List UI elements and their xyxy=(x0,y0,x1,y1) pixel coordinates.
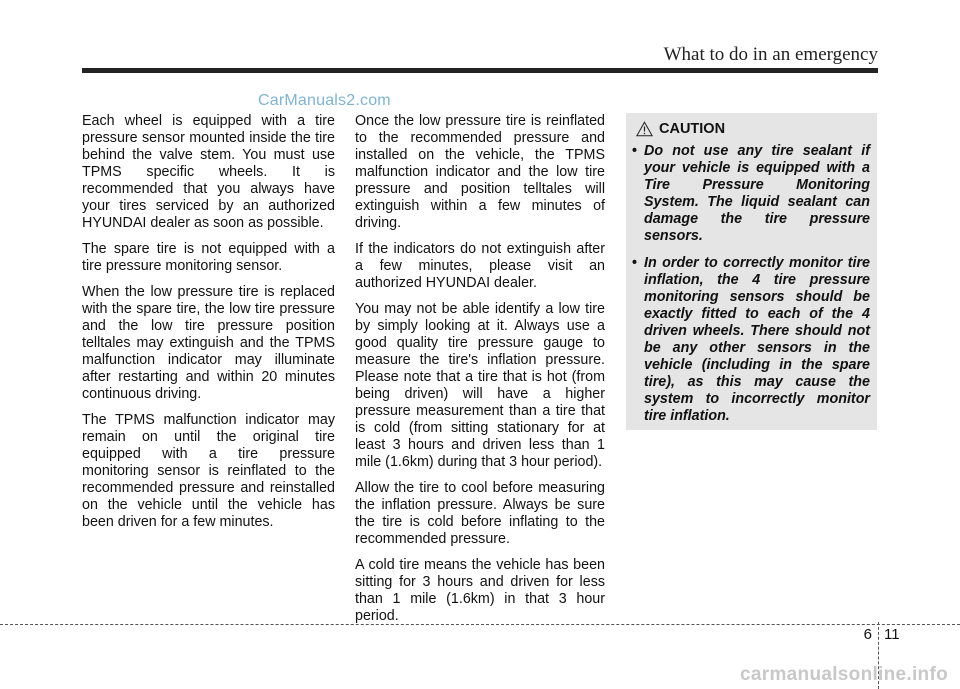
text-column-2 xyxy=(355,113,605,634)
paragraph: When the low pressure tire is replaced with the spare tire, the low tire pressure and the low tire pressure position telltales may extinguish and the TPMS malfunction indicator may illuminate after restarting and within 20 minutes continuous driving. xyxy=(82,284,335,402)
caution-header xyxy=(636,121,725,137)
footer-divider xyxy=(0,624,960,625)
paragraph: Allow the tire to cool before measuring the inflation pressure. Always be sure the tire is cold before inflating to the recommended pressure. xyxy=(355,480,605,547)
page-number: 11 xyxy=(884,626,900,643)
paragraph: You may not be able identify a low tire by simply looking at it. Always use a good quality tire pressure gauge to measure the tire's inflation pressure. Please note that a tire that is hot (from being driven) will have a higher pressure measurement than a tire that is cold (from sitting stationary for at least 3 hours and driven less than 1 mile (1.6km) during that 3 hour period). xyxy=(355,301,605,470)
paragraph: Once the low pressure tire is reinflated to the recommended pressure and installed on the vehicle, the TPMS malfunction indicator and the low tire pressure and position telltales will extinguish within a few minutes of driving. xyxy=(355,113,605,231)
warning-triangle-icon xyxy=(636,121,653,137)
page-header-title: What to do in an emergency xyxy=(663,44,878,65)
text-column-1 xyxy=(82,113,335,540)
caution-item: • In order to correctly monitor tire inflation, the 4 tire pressure monitoring sensors should be exactly fitted to each of the 4 driven wheels. There should not be any other sensors in the vehicle (including in the spare tire), as this may cause the system to incorrectly monitor tire inflation. xyxy=(632,255,870,424)
caution-box xyxy=(626,113,877,430)
watermark-bottom: carmanualsonline.info xyxy=(740,664,948,685)
caution-title: CAUTION xyxy=(659,121,726,137)
caution-item: • Do not use any tire sealant if your vehicle is equipped with a Tire Pressure Monitoring System. The liquid sealant can damage the tire pressure sensors. xyxy=(632,143,870,244)
watermark-top: CarManuals2.com xyxy=(258,92,391,109)
header-rule xyxy=(82,68,878,73)
paragraph: The TPMS malfunction indicator may remain on until the original tire equipped with a tire pressure monitoring sensor is reinflated to the recommended pressure and reinstalled on the vehicle until the vehicle has been driven for a few minutes. xyxy=(82,412,335,530)
paragraph: A cold tire means the vehicle has been sitting for 3 hours and driven for less than 1 mile (1.6km) in that 3 hour period. xyxy=(355,557,605,624)
paragraph: If the indicators do not extinguish after a few minutes, please visit an authorized HYUNDAI dealer. xyxy=(355,241,605,291)
caution-list xyxy=(632,143,870,435)
section-number: 6 xyxy=(863,626,872,643)
paragraph: The spare tire is not equipped with a tire pressure monitoring sensor. xyxy=(82,241,335,274)
paragraph: Each wheel is equipped with a tire pressure sensor mounted inside the tire behind the valve stem. You must use TPMS specific wheels. It is recommended that you always have your tires serviced by an authorized HYUNDAI dealer as soon as possible. xyxy=(82,113,335,231)
